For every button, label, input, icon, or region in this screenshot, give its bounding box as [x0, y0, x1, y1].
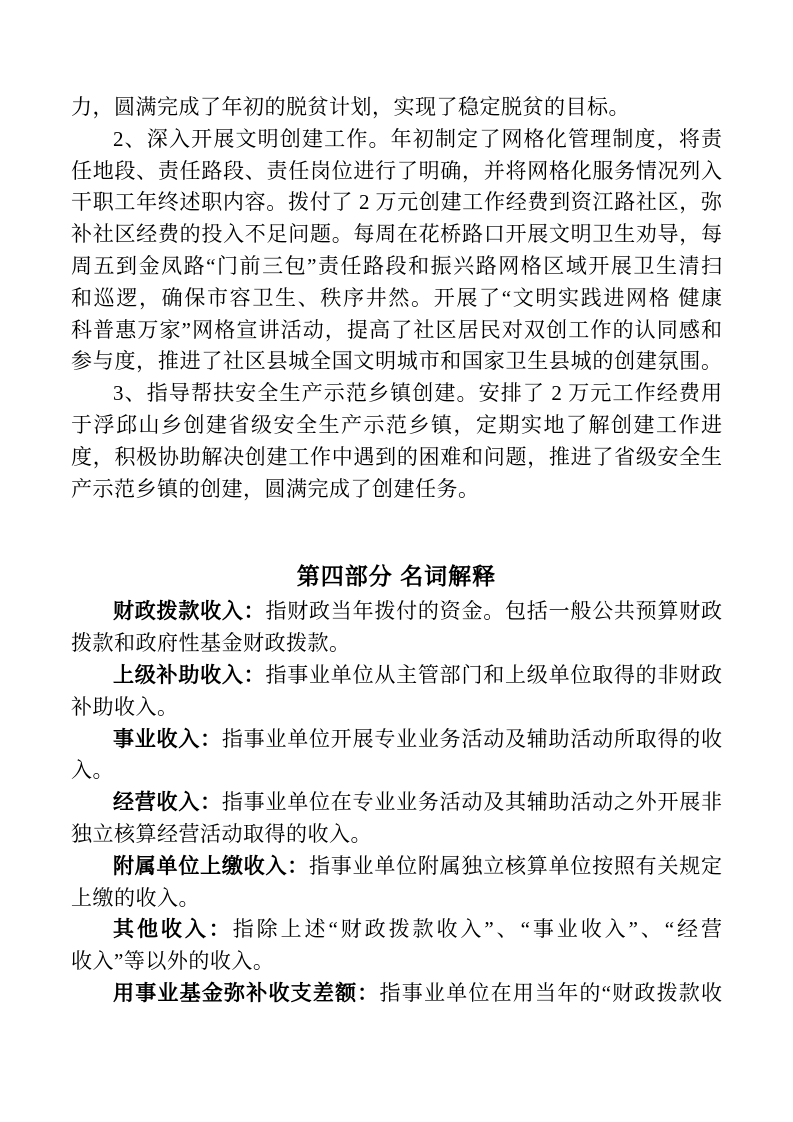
- definition-term: 经营收入：: [113, 791, 222, 815]
- body-text-line: 度，积极协助解决创建工作中遇到的困难和问题，推进了省级安全生: [71, 444, 722, 469]
- body-text-line: 力，圆满完成了年初的脱贫计划，实现了稳定脱贫的目标。: [71, 95, 630, 119]
- body-text-line: 科普惠万家”网格宣讲活动，提高了社区居民对双创工作的认同感和: [71, 317, 722, 342]
- body-text-line: 周五到金凤路“门前三包”责任路段和振兴路网格区域开展卫生清扫: [71, 253, 722, 278]
- body-text-line: 于浮邱山乡创建省级安全生产示范乡镇，定期实地了解创建工作进: [71, 412, 722, 437]
- section-heading: 第四部分 名词解释: [296, 563, 497, 590]
- definition-line: 拨款和政府性基金财政拨款。: [71, 631, 351, 656]
- definition-term: 用事业基金弥补收支差额：: [113, 981, 380, 1005]
- definition-line: 收入”等以外的收入。: [71, 949, 275, 974]
- definition-line: 用事业基金弥补收支差额：指事业单位在用当年的“财政拨款收: [113, 980, 723, 1005]
- body-text-line: 干职工年终述职内容。拨付了 2 万元创建工作经费到资江路社区，弥: [71, 190, 722, 215]
- definition-line: 经营收入：指事业单位在专业业务活动及其辅助活动之外开展非: [113, 790, 722, 815]
- definition-line: 上级补助收入：指事业单位从主管部门和上级单位取得的非财政: [113, 662, 723, 687]
- definition-line: 上缴的收入。: [71, 885, 200, 910]
- definition-line: 其他收入：指除上述“财政拨款收入”、“事业收入”、“经营: [113, 917, 722, 942]
- definition-line: 财政拨款收入：指财政当年拨付的资金。包括一般公共预算财政: [113, 599, 723, 624]
- body-text-line: 3、指导帮扶安全生产示范乡镇创建。安排了 2 万元工作经费用: [113, 381, 722, 406]
- definition-line: 补助收入。: [71, 694, 179, 719]
- definition-term: 其他收入：: [113, 918, 233, 942]
- body-paragraphs: [71, 92, 722, 505]
- definition-term: 附属单位上缴收入：: [113, 854, 309, 878]
- body-text-line: 补社区经费的投入不足问题。每周在花桥路口开展文明卫生劝导，每: [71, 222, 722, 247]
- document-content: [71, 92, 722, 1010]
- body-text-line: 参与度，推进了社区县城全国文明城市和国家卫生县城的创建氛围。: [71, 349, 722, 374]
- definition-term: 事业收入：: [113, 727, 222, 751]
- definitions-section: [71, 596, 722, 1009]
- definition-line: 事业收入：指事业单位开展专业业务活动及辅助活动所取得的收: [113, 726, 722, 751]
- body-text-line: 产示范乡镇的创建，圆满完成了创建任务。: [71, 476, 480, 501]
- definition-term: 上级补助收入：: [113, 663, 266, 687]
- body-text-line: 2、深入开展文明创建工作。年初制定了网格化管理制度，将责: [113, 126, 722, 151]
- body-text-line: 和巡逻，确保市容卫生、秩序井然。开展了“文明实践进网格 健康: [71, 285, 722, 310]
- definition-term: 财政拨款收入：: [113, 600, 266, 624]
- body-text-line: 任地段、责任路段、责任岗位进行了明确，并将网格化服务情况列入: [71, 158, 722, 183]
- definition-line: 附属单位上缴收入：指事业单位附属独立核算单位按照有关规定: [113, 853, 722, 878]
- definition-line: 独立核算经营活动取得的收入。: [71, 821, 372, 846]
- definition-line: 入。: [71, 758, 114, 783]
